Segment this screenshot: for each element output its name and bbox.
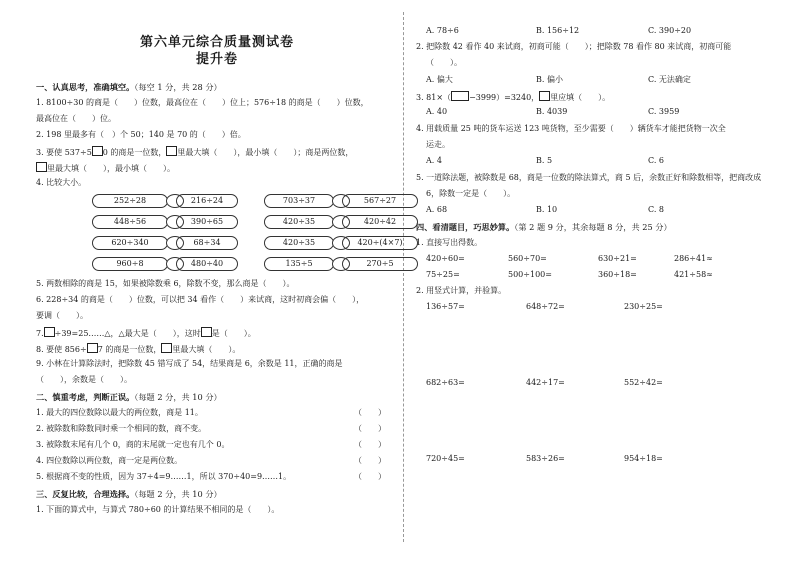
s1-q8-part-a: 8. 要使 856÷ xyxy=(36,345,87,354)
choice-a[interactable]: A. 40 xyxy=(426,107,448,116)
section-2-title: 二、慎重考虑，判断正误。 xyxy=(36,392,135,402)
compare-left: 252÷28 xyxy=(92,194,168,208)
choice-b[interactable]: B. 4039 xyxy=(536,107,568,116)
s3-q4b: 运走。 xyxy=(426,140,450,149)
blank-box[interactable] xyxy=(44,327,55,337)
oral-item[interactable]: 360÷18= xyxy=(598,270,637,279)
section-1-title: 一、认真思考，准确填空。 xyxy=(36,82,135,92)
compare-right: 420÷(4×7) xyxy=(342,236,418,250)
compare-left: 960÷8 xyxy=(92,257,168,271)
blank-box[interactable] xyxy=(166,146,177,156)
section-1-heading xyxy=(36,82,222,92)
compare-row xyxy=(92,194,412,208)
oral-item[interactable]: 421÷58≈ xyxy=(674,270,713,279)
s1-q7 xyxy=(36,327,256,339)
s1-q2: 2. 198 里最多有（ ）个 50；140 是 70 的（ ）倍。 xyxy=(36,130,246,139)
s2-item-1: 1. 最大的四位数除以最大的两位数，商是 11。 xyxy=(36,408,203,417)
s3-q3-part-c: 里应填（ ）。 xyxy=(550,93,611,102)
vertical-item[interactable]: 136÷57= xyxy=(426,302,465,311)
s1-q9b: （ ），余数是（ ）。 xyxy=(36,375,132,384)
s1-q8 xyxy=(36,343,240,355)
oral-item[interactable]: 286÷41≈ xyxy=(674,254,713,263)
s1-q3 xyxy=(36,146,353,158)
judge-paren[interactable]: （ ） xyxy=(354,440,386,449)
section-4-note: （第 2 题 9 分，其余每题 8 分，共 25 分） xyxy=(514,222,672,232)
s3-q3 xyxy=(416,91,610,103)
judge-paren[interactable]: （ ） xyxy=(354,424,386,433)
judge-paren[interactable]: （ ） xyxy=(354,472,386,481)
blank-box[interactable] xyxy=(201,327,212,337)
oral-item[interactable]: 75÷25= xyxy=(426,270,460,279)
s1-q6a: 6. 228÷34 的商是（ ）位数，可以把 34 看作（ ）来试商，这时初商会偏（ ）， xyxy=(36,295,365,304)
blank-box[interactable] xyxy=(539,91,550,101)
section-2-note: （每题 2 分，共 10 分） xyxy=(134,392,222,402)
vertical-item[interactable]: 442÷17= xyxy=(526,378,565,387)
choice-b[interactable]: B. 5 xyxy=(536,156,553,165)
s1-q3-part-c: 里最大填（ ），最小填（ ）；商是两位数， xyxy=(177,148,354,157)
page-subtitle: 提升卷 xyxy=(195,52,238,67)
s2-item-2: 2. 被除数和除数同时乘一个相同的数，商不变。 xyxy=(36,424,207,433)
choice-b[interactable]: B. 156÷12 xyxy=(536,26,580,35)
section-3-note: （每题 2 分，共 10 分） xyxy=(134,489,222,499)
choice-c[interactable]: C. 390÷20 xyxy=(648,26,692,35)
vertical-item[interactable]: 682÷63= xyxy=(426,378,465,387)
choice-a[interactable]: A. 68 xyxy=(426,205,448,214)
section-1-note: （每空 1 分，共 28 分） xyxy=(134,82,222,92)
s1-q8-part-b: 7 的商是一位数， xyxy=(97,345,162,354)
compare-left: 703÷37 xyxy=(264,194,334,208)
s2-item-3: 3. 被除数末尾有几个 0，商的末尾就一定也有几个 0。 xyxy=(36,440,230,449)
choice-b[interactable]: B. 偏小 xyxy=(536,75,563,84)
oral-item[interactable]: 560÷70= xyxy=(508,254,547,263)
s3-q5a: 5. 一道除法题，被除数是 68，商是一位数的除法算式，商 5 后，余数正好和除数相等，把商改成 xyxy=(416,173,762,182)
compare-right: 216÷24 xyxy=(176,194,238,208)
choice-c[interactable]: C. 无法确定 xyxy=(648,75,691,84)
s1-q6b: 要调（ ）。 xyxy=(36,311,88,320)
column-divider xyxy=(403,12,404,542)
blank-box[interactable] xyxy=(451,91,469,101)
blank-box[interactable] xyxy=(87,343,98,353)
compare-row xyxy=(92,257,412,271)
section-2-heading xyxy=(36,392,222,402)
compare-left: 620÷340 xyxy=(92,236,168,250)
s2-item-5: 5. 根据商不变的性质，因为 37÷4=9……1，所以 370÷40=9……1。 xyxy=(36,472,292,481)
s1-q5: 5. 两数相除的商是 15，如果被除数乘 6，除数不变，那么商是（ ）。 xyxy=(36,279,295,288)
blank-box[interactable] xyxy=(92,146,103,156)
s3-q2: 2. 把除数 42 看作 40 来试商，初商可能（ ）；把除数 78 看作 80 来试商，初商可能 xyxy=(416,42,732,51)
compare-left: 420÷35 xyxy=(264,215,334,229)
s3-q3-part-b: −3999）=3240， xyxy=(469,93,540,102)
s1-q1b: 最高位在（ ）位。 xyxy=(36,114,116,123)
s1-q3-part-b: 0 的商是一位数， xyxy=(102,148,167,157)
vertical-item[interactable]: 954÷18= xyxy=(624,454,663,463)
vertical-item[interactable]: 230÷25= xyxy=(624,302,663,311)
s4-q1: 1. 直接写出得数。 xyxy=(416,238,483,247)
choice-a[interactable]: A. 78÷6 xyxy=(426,26,459,35)
page-title: 第六单元综合质量测试卷 xyxy=(139,35,294,50)
choice-a[interactable]: A. 4 xyxy=(426,156,442,165)
s3-q4a: 4. 用载质量 25 吨的货车运送 123 吨货物，至少需要（ ）辆货车才能把货物一次全 xyxy=(416,124,726,133)
section-3-title: 三、反复比较，合理选择。 xyxy=(36,489,135,499)
section-4-title: 四、看清题目，巧思妙算。 xyxy=(416,222,515,232)
compare-right: 270÷5 xyxy=(342,257,418,271)
compare-left: 135÷5 xyxy=(264,257,334,271)
compare-right: 567÷27 xyxy=(342,194,418,208)
compare-right: 68÷34 xyxy=(176,236,238,250)
blank-box[interactable] xyxy=(161,343,172,353)
s3-q3-part-a: 3. 81×（ xyxy=(416,93,452,102)
s1-q3-part-a: 3. 要使 537÷5 xyxy=(36,148,92,157)
vertical-item[interactable]: 720÷45= xyxy=(426,454,465,463)
s3-q5b: 6，除数一定是（ ）。 xyxy=(426,189,516,198)
compare-row xyxy=(92,215,412,229)
s1-q4: 4. 比较大小。 xyxy=(36,178,87,187)
s1-q9a: 9. 小林在计算除法时，把除数 45 错写成了 54，结果商是 6，余数是 11，正确的商是 xyxy=(36,359,343,368)
s4-q2: 2. 用竖式计算，并验算。 xyxy=(416,286,507,295)
vertical-item[interactable]: 583÷26= xyxy=(526,454,565,463)
section-4-heading xyxy=(416,222,672,232)
s1-q7-part-b: ÷39=25……△，△最大是（ ），这时 xyxy=(54,329,201,338)
oral-item[interactable]: 500÷100= xyxy=(508,270,552,279)
s1-q3-part-d: 里最大填（ ），最小填（ ）。 xyxy=(47,164,175,173)
s1-q8-part-c: 里最大填（ ）。 xyxy=(172,345,241,354)
compare-left: 448÷56 xyxy=(92,215,168,229)
choice-a[interactable]: A. 偏大 xyxy=(426,75,453,84)
oral-item[interactable]: 420÷60= xyxy=(426,254,465,263)
blank-box[interactable] xyxy=(36,162,47,172)
s3-q1: 1. 下面的算式中，与算式 780÷60 的计算结果不相同的是（ ）。 xyxy=(36,505,280,514)
compare-row xyxy=(92,236,412,250)
choice-c[interactable]: C. 8 xyxy=(648,205,665,214)
vertical-item[interactable]: 648÷72= xyxy=(526,302,565,311)
s2-item-4: 4. 四位数除以两位数，商一定是两位数。 xyxy=(36,456,183,465)
choice-c[interactable]: C. 3959 xyxy=(648,107,680,116)
section-3-heading xyxy=(36,489,222,499)
compare-right: 420÷42 xyxy=(342,215,418,229)
s1-q7-part-c: 是（ ）。 xyxy=(211,329,256,338)
s1-q1a: 1. 8100÷30 的商是（ ）位数，最高位在（ ）位上；576÷18 的商是（ ）位数， xyxy=(36,98,369,107)
oral-item[interactable]: 630÷21= xyxy=(598,254,637,263)
compare-left: 420÷35 xyxy=(264,236,334,250)
s3-q2b: （ ）。 xyxy=(426,58,462,67)
s1-q7-part-a: 7. xyxy=(36,329,44,338)
vertical-item[interactable]: 552÷42= xyxy=(624,378,663,387)
compare-right: 390÷65 xyxy=(176,215,238,229)
choice-c[interactable]: C. 6 xyxy=(648,156,665,165)
s1-q3-cont xyxy=(36,162,175,174)
compare-right: 480÷40 xyxy=(176,257,238,271)
judge-paren[interactable]: （ ） xyxy=(354,456,386,465)
judge-paren[interactable]: （ ） xyxy=(354,408,386,417)
choice-b[interactable]: B. 10 xyxy=(536,205,558,214)
